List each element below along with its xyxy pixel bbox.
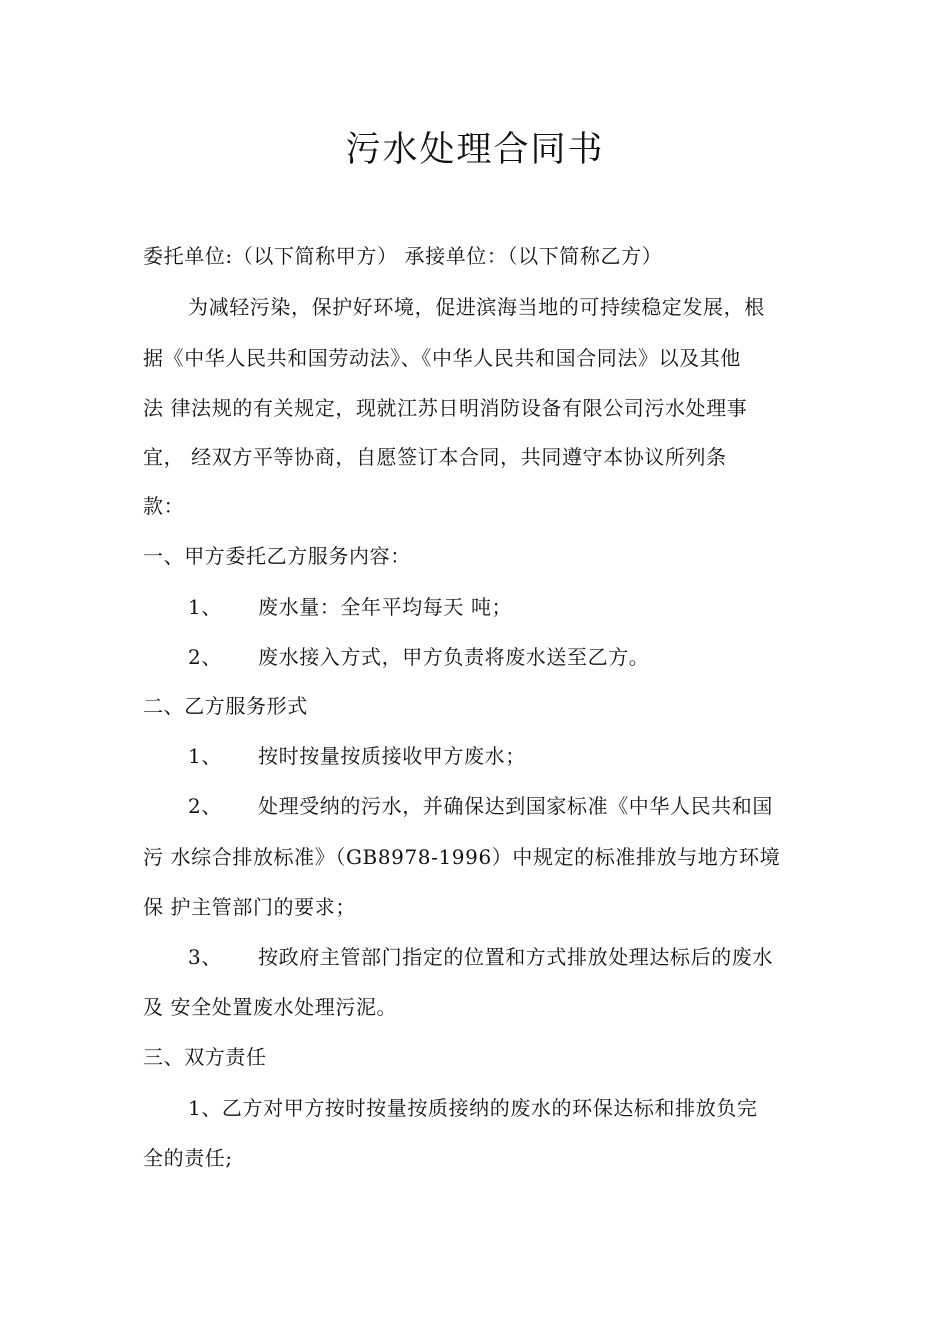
intro-line-5: 款： [143,494,185,518]
item-number: 1、 [188,595,222,619]
item-number: 2、 [188,794,222,818]
section-1-item-2 [188,643,649,671]
intro-line-2: 据《中华人民共和国劳动法》、《中华人民共和国合同法》以及其他 [143,346,741,370]
parties-line: 委托单位:（以下简称甲方） 承接单位：（以下简称乙方） [143,244,663,268]
item-text: 废水量：全年平均每天 吨； [258,595,513,619]
intro-line-1: 为减轻污染，保护好环境，促进滨海当地的可持续稳定发展，根 [188,295,765,319]
intro-line-4: 宜， 经双方平等协商，自愿签订本合同，共同遵守本协议所列条 [143,445,727,469]
item-number: 1、 [188,744,222,768]
section-2-heading: 二、乙方服务形式 [143,694,308,718]
section-2-item-2 [188,792,773,820]
document-title: 污水处理合同书 [345,130,605,170]
section-1-item-1 [188,593,512,621]
section-2-item-3 [188,943,773,971]
item-number: 2、 [188,645,222,669]
item-text: 按政府主管部门指定的位置和方式排放处理达标后的废水 [258,945,773,969]
section-1-heading: 一、甲方委托乙方服务内容： [143,544,411,568]
section-3-item-1: 1、乙方对甲方按时按量按质接纳的废水的环保达标和排放负完 [188,1096,758,1120]
section-3-item-1-cont: 全的责任; [143,1146,233,1170]
section-2-item-2-cont-2: 保 护主管部门的要求； [143,895,356,919]
item-text: 按时按量按质接收甲方废水； [258,744,526,768]
item-text: 废水接入方式，甲方负责将废水送至乙方。 [258,645,650,669]
section-2-item-2-cont-1: 污 水综合排放标准》（GB8978-1996）中规定的标准排放与地方环境 [143,845,781,869]
item-text: 处理受纳的污水，并确保达到国家标准《中华人民共和国 [258,794,773,818]
section-3-heading: 三、双方责任 [143,1045,267,1069]
section-2-item-3-cont-1: 及 安全处置废水处理污泥。 [143,995,398,1019]
section-2-item-1 [188,742,526,770]
intro-line-3: 法 律法规的有关规定，现就江苏日明消防设备有限公司污水处理事 [143,396,748,420]
item-number: 3、 [188,945,222,969]
